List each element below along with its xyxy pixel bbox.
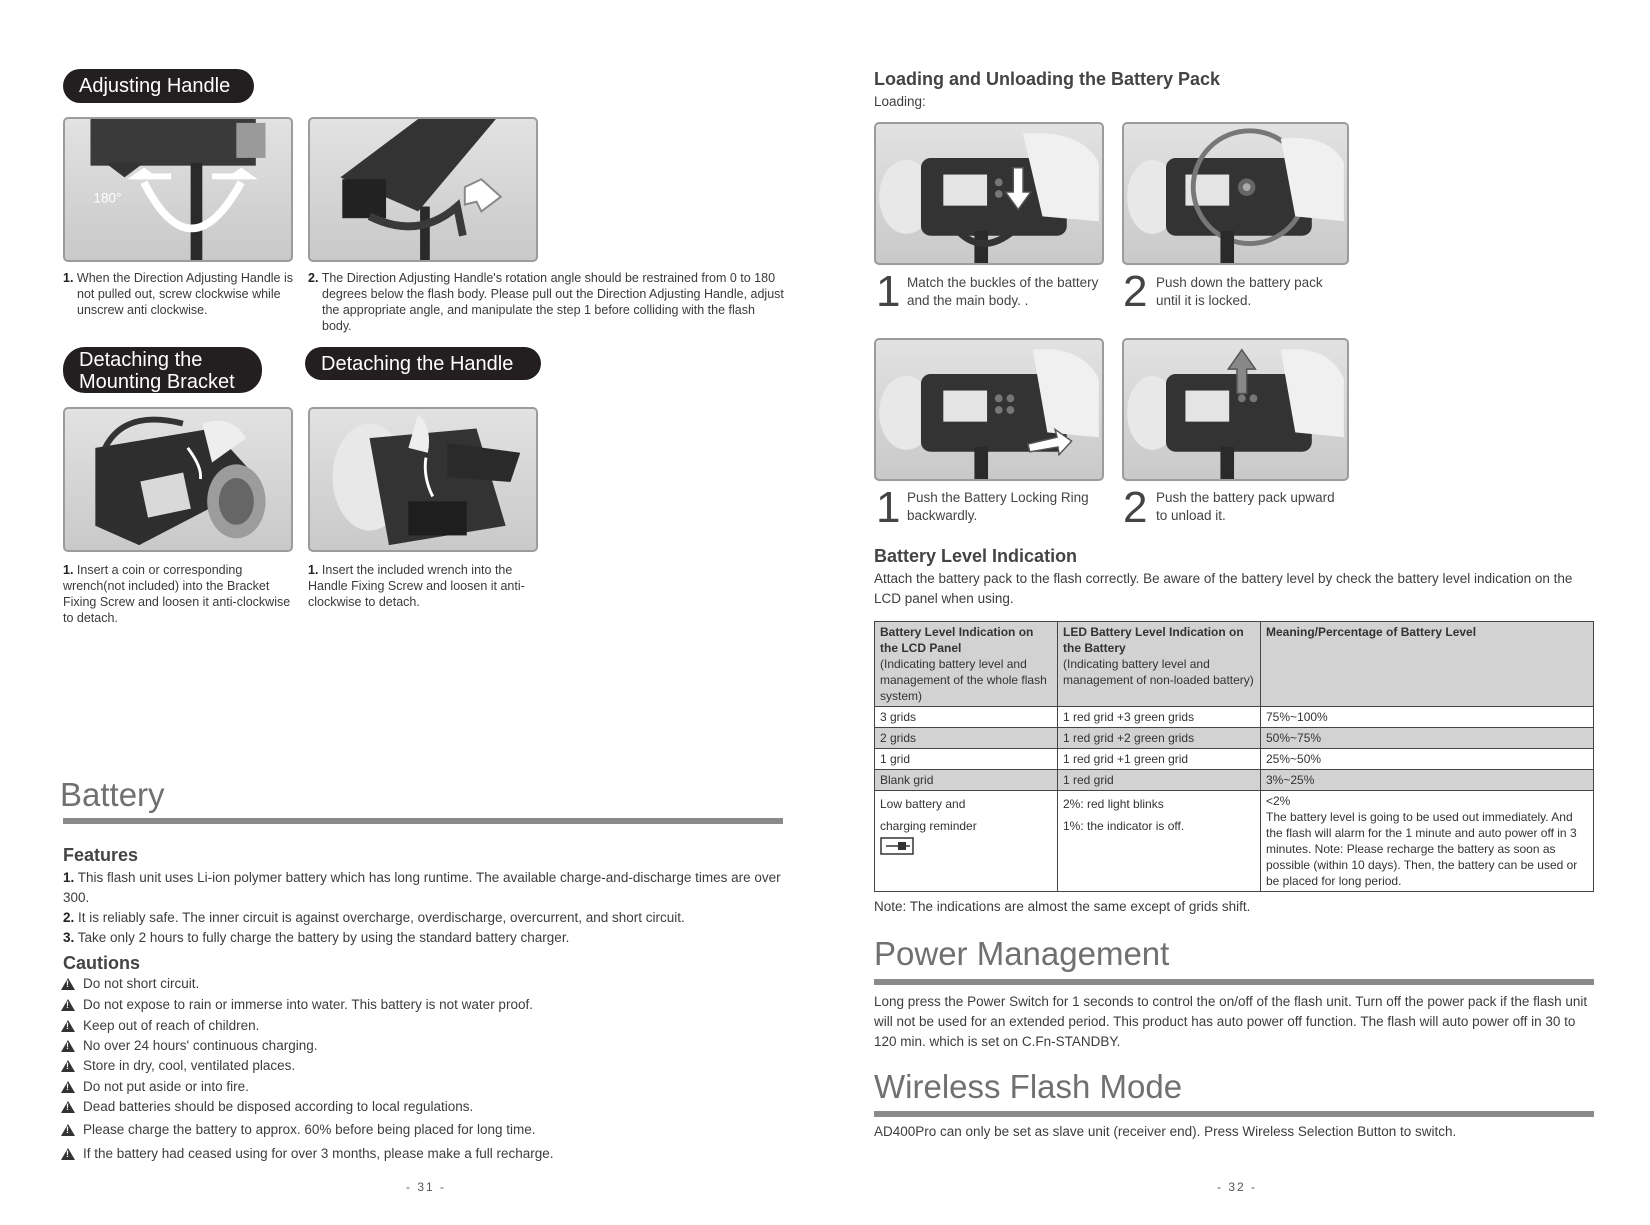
power-rule bbox=[874, 979, 1594, 985]
battery-rule bbox=[63, 818, 783, 824]
caution-item: ! Store in dry, cool, ventilated places. bbox=[61, 1058, 295, 1073]
features-list bbox=[63, 868, 793, 948]
table-cell: 2 grids bbox=[875, 728, 1058, 749]
battery-level-table bbox=[874, 621, 1594, 892]
battery-charging-icon bbox=[880, 837, 916, 855]
feature-item: 2. It is reliably safe. The inner circuit is against overcharge, overdischarge, overcurrent, and short circuit. bbox=[63, 910, 685, 925]
caption-bracket-step-1: 1. Insert a coin or corresponding wrench(not included) into the Bracket Fixing Screw and loosen it anti-clockwise to detach. bbox=[63, 563, 291, 625]
load-step-1-number: 1 bbox=[876, 267, 901, 316]
page-number-right: - 32 - bbox=[1217, 1180, 1258, 1194]
table-row bbox=[875, 770, 1594, 791]
low-battery-percent: <2% bbox=[1266, 794, 1291, 808]
photo-unload-step-2 bbox=[1122, 338, 1349, 481]
caution-item: ! Do not short circuit. bbox=[61, 976, 199, 991]
load-step-1-text: Match the buckles of the battery and the main body. . bbox=[907, 275, 1099, 308]
table-cell: 1 red grid +1 green grid bbox=[1058, 749, 1261, 770]
table-cell: Blank grid bbox=[875, 770, 1058, 791]
table-header-row bbox=[875, 622, 1594, 707]
bracket-illustration bbox=[65, 409, 291, 550]
table-cell: 1 grid bbox=[875, 749, 1058, 770]
caution-item: ! If the battery had ceased using for over 3 months, please make a full recharge. bbox=[61, 1146, 554, 1161]
table-row bbox=[875, 749, 1594, 770]
feature-item: 3. Take only 2 hours to fully charge the battery by using the standard battery charger. bbox=[63, 930, 570, 945]
table-header-cell: Meaning/Percentage of Battery Level bbox=[1261, 622, 1594, 707]
table-cell bbox=[1058, 791, 1261, 892]
battery-title: Battery bbox=[60, 776, 165, 813]
photo-adjusting-handle-180 bbox=[63, 117, 293, 262]
battery-ring-illustration bbox=[876, 340, 1102, 479]
low-battery-desc: The battery level is going to be used out immediately. And the flash will alarm for the 1 minute and auto power off in 3 minutes. Note: Please recharge the battery as soon as possible (within 10 days). Then, the battery can be used or be placed for long period. bbox=[1266, 810, 1578, 888]
photo-adjusting-handle-side bbox=[308, 117, 538, 262]
table-cell: 1 red grid +3 green grids bbox=[1058, 707, 1261, 728]
pill-line-1: Detaching the bbox=[79, 349, 203, 371]
load-step-2-number: 2 bbox=[1123, 267, 1148, 316]
power-text: Long press the Power Switch for 1 seconds to control the on/off of the flash unit. Turn off the power pack if the flash unit will not be used for an extended period. This product has auto power off function. The flash will auto power off in 30 to 120 min. which is set on C.Fn-STANDBY. bbox=[874, 994, 1588, 1049]
caution-item: ! Keep out of reach of children. bbox=[61, 1018, 259, 1033]
warning-icon bbox=[61, 1081, 75, 1093]
features-title: Features bbox=[63, 845, 139, 865]
warning-icon bbox=[61, 1020, 75, 1032]
feature-item: 1. This flash unit uses Li-ion polymer battery which has long runtime. The available charge-and-discharge times are over 300. bbox=[63, 870, 781, 905]
page-number-left: - 31 - bbox=[406, 1180, 447, 1194]
pill-detaching-bracket bbox=[63, 347, 262, 393]
pill-detaching-handle: Detaching the Handle bbox=[305, 347, 541, 380]
battery-level-desc: Attach the battery pack to the flash correctly. Be aware of the battery level by check the battery level indication on the LCD panel when using. bbox=[874, 571, 1573, 606]
table-row-low-battery bbox=[875, 791, 1594, 892]
table-cell bbox=[875, 791, 1058, 892]
caption-handle-step-1: 1. Insert the included wrench into the Handle Fixing Screw and loosen it anti-clockwise to detach. bbox=[308, 563, 525, 609]
unload-step-1-text: Push the Battery Locking Ring backwardly. bbox=[907, 490, 1089, 523]
table-cell: 25%~50% bbox=[1261, 749, 1594, 770]
table-cell bbox=[1261, 791, 1594, 892]
battery-unload-illustration bbox=[1124, 340, 1347, 479]
table-cell: 3 grids bbox=[875, 707, 1058, 728]
caption-adjust-step-1: 1. When the Direction Adjusting Handle is not pulled out, screw clockwise while unscrew anti clockwise. bbox=[63, 271, 294, 317]
caution-item: ! Do not put aside or into fire. bbox=[61, 1079, 249, 1094]
wireless-rule bbox=[874, 1111, 1594, 1117]
table-cell: 3%~25% bbox=[1261, 770, 1594, 791]
cautions-title: Cautions bbox=[63, 953, 141, 973]
table-header-cell: LED Battery Level Indication on the Battery (Indicating battery level and management of non-loaded battery) bbox=[1058, 622, 1261, 707]
photo-load-step-2 bbox=[1122, 122, 1349, 265]
loading-title: Loading and Unloading the Battery Pack bbox=[874, 69, 1221, 89]
battery-locked-illustration bbox=[1124, 124, 1347, 263]
battery-load-illustration bbox=[876, 124, 1102, 263]
flash-handle-side-illustration bbox=[310, 119, 536, 260]
table-cell: 1 red grid +2 green grids bbox=[1058, 728, 1261, 749]
photo-detaching-bracket bbox=[63, 407, 293, 552]
load-step-2-text: Push down the battery pack until it is locked. bbox=[1156, 275, 1323, 308]
warning-icon bbox=[61, 1148, 75, 1160]
warning-icon bbox=[61, 1040, 75, 1052]
photo-unload-step-1 bbox=[874, 338, 1104, 481]
caution-item: ! Dead batteries should be disposed according to local regulations. bbox=[61, 1099, 473, 1114]
handle-detach-illustration bbox=[310, 409, 536, 550]
power-management-title: Power Management bbox=[874, 935, 1170, 972]
table-row bbox=[875, 707, 1594, 728]
photo-load-step-1 bbox=[874, 122, 1104, 265]
unload-step-2-number: 2 bbox=[1123, 483, 1148, 532]
wireless-title: Wireless Flash Mode bbox=[874, 1068, 1183, 1105]
table-row bbox=[875, 728, 1594, 749]
unload-step-1-number: 1 bbox=[876, 483, 901, 532]
low-battery-label-2: charging reminder bbox=[880, 819, 977, 833]
table-cell: 1 red grid bbox=[1058, 770, 1261, 791]
flash-handle-illustration bbox=[65, 119, 291, 260]
low-battery-label-1: Low battery and bbox=[880, 797, 966, 811]
photo-detaching-handle bbox=[308, 407, 538, 552]
warning-icon bbox=[61, 978, 75, 990]
battery-level-title: Battery Level Indication bbox=[874, 546, 1078, 566]
unload-step-2-text: Push the battery pack upward to unload it. bbox=[1156, 490, 1335, 523]
table-cell: 75%~100% bbox=[1261, 707, 1594, 728]
angle-label: 180° bbox=[93, 190, 122, 206]
table-cell: 50%~75% bbox=[1261, 728, 1594, 749]
warning-icon bbox=[61, 1101, 75, 1113]
pill-line-2: Mounting Bracket bbox=[79, 371, 235, 393]
wireless-text: AD400Pro can only be set as slave unit (receiver end). Press Wireless Selection Button to switch. bbox=[874, 1124, 1457, 1139]
caution-item: ! No over 24 hours' continuous charging. bbox=[61, 1038, 317, 1053]
warning-icon bbox=[61, 999, 75, 1011]
warning-icon bbox=[61, 1124, 75, 1136]
caution-item: ! Do not expose to rain or immerse into water. This battery is not water proof. bbox=[61, 997, 533, 1012]
pill-adjusting-handle: Adjusting Handle bbox=[63, 69, 254, 103]
caption-adjust-step-2: 2. The Direction Adjusting Handle's rotation angle should be restrained from 0 to 180 degrees below the flash body. Please pull out the Direction Adjusting Handle, adjust the appropriate angle, and manipulate the step 1 before colliding with the flash body. bbox=[308, 271, 784, 333]
loading-label: Loading: bbox=[874, 94, 926, 109]
table-note: Note: The indications are almost the same except of grids shift. bbox=[874, 899, 1251, 914]
led-off-text: 1%: the indicator is off. bbox=[1063, 819, 1185, 833]
warning-icon bbox=[61, 1060, 75, 1072]
led-blink-text: 2%: red light blinks bbox=[1063, 797, 1164, 811]
table-header-cell: Battery Level Indication on the LCD Panel (Indicating battery level and management of the whole flash system) bbox=[875, 622, 1058, 707]
caution-item: ! Please charge the battery to approx. 60% before being placed for long time. bbox=[61, 1122, 536, 1137]
